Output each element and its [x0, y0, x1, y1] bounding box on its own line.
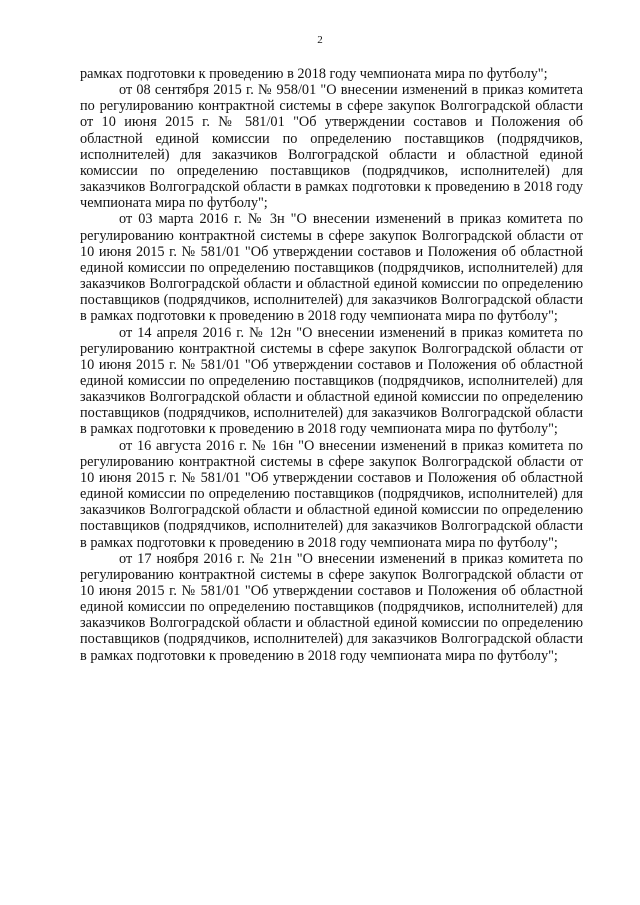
order-paragraph-16n: от 16 августа 2016 г. № 16н "О внесении изменений в приказ комитета по регулированию контрактной системы в сфере закупок Волгоградской области от 10 июня 2015 г. № 581/01 "Об утверждении составов и Положения об областной единой комиссии по определению поставщиков (подрядчиков, исполнителей) для заказчиков Волгоградской области и областной единой комиссии по определению поставщиков (подрядчиков, исполнителей) для заказчиков Волгоградской области в рамках подготовки к проведению в 2018 году чемпионата мира по футболу"; — [80, 437, 583, 551]
order-paragraph-958-01: от 08 сентября 2015 г. № 958/01 "О внесении изменений в приказ комитета по регулированию контрактной системы в сфере закупок Волгоградской области от 10 июня 2015 г. № 581/01 "Об утверждении составов и Положения об областной единой комиссии по определению поставщиков (подрядчиков, исполнителей) для заказчиков Волгоградской области и областной единой комиссии по определению поставщиков (подрядчиков, исполнителей) для заказчиков Волгоградской области в рамках подготовки к проведению в 2018 году чемпионата мира по футболу"; — [80, 82, 583, 212]
order-paragraph-21n: от 17 ноября 2016 г. № 21н "О внесении изменений в приказ комитета по регулированию контрактной системы в сфере закупок Волгоградской области от 10 июня 2015 г. № 581/01 "Об утверждении составов и Положения об областной единой комиссии по определению поставщиков (подрядчиков, исполнителей) для заказчиков Волгоградской области и областной единой комиссии по определению поставщиков (подрядчиков, исполнителей) для заказчиков Волгоградской области в рамках подготовки к проведению в 2018 году чемпионата мира по футболу"; — [80, 550, 583, 664]
paragraph-continuation: рамках подготовки к проведению в 2018 году чемпионата мира по футболу"; — [80, 66, 548, 82]
document-body — [80, 66, 583, 664]
page-number: 2 — [317, 34, 323, 46]
order-paragraph-3n: от 03 марта 2016 г. № 3н "О внесении изменений в приказ комитета по регулированию контрактной системы в сфере закупок Волгоградской области от 10 июня 2015 г. № 581/01 "Об утверждении составов и Положения об областной единой комиссии по определению поставщиков (подрядчиков, исполнителей) для заказчиков Волгоградской области и областной единой комиссии по определению поставщиков (подрядчиков, исполнителей) для заказчиков Волгоградской области в рамках подготовки к проведению в 2018 году чемпионата мира по футболу"; — [80, 211, 583, 325]
order-paragraph-12n: от 14 апреля 2016 г. № 12н "О внесении изменений в приказ комитета по регулированию контрактной системы в сфере закупок Волгоградской области от 10 июня 2015 г. № 581/01 "Об утверждении составов и Положения об областной единой комиссии по определению поставщиков (подрядчиков, исполнителей) для заказчиков Волгоградской области и областной единой комиссии по определению поставщиков (подрядчиков, исполнителей) для заказчиков Волгоградской области в рамках подготовки к проведению в 2018 году чемпионата мира по футболу"; — [80, 324, 583, 438]
